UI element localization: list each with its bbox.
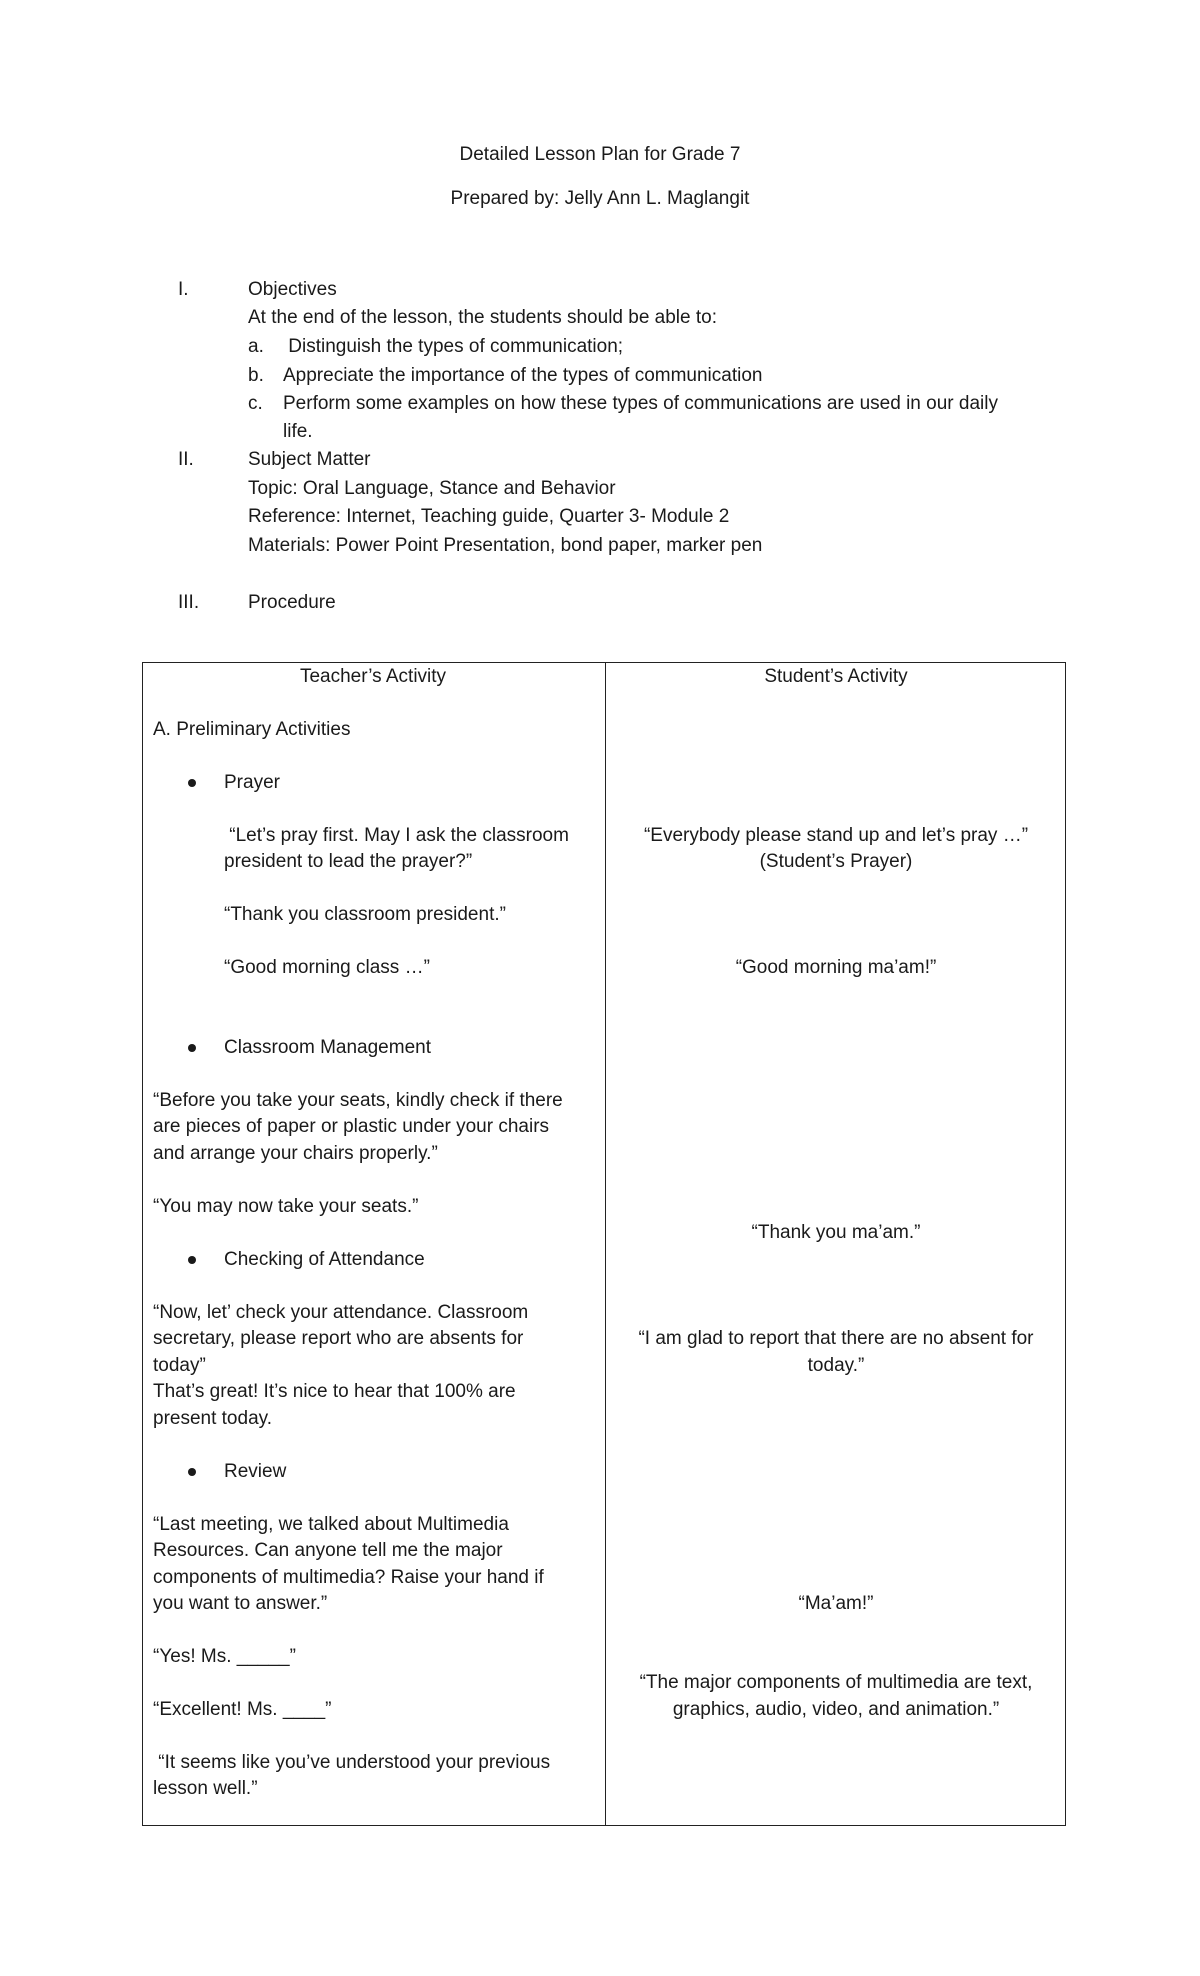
materials-line: Materials: Power Point Presentation, bond paper, marker pen — [248, 535, 763, 556]
teacher-seats-line1: “Before you take your seats, kindly check if there — [153, 1090, 563, 1111]
reference-line: Reference: Internet, Teaching guide, Quarter 3- Module 2 — [248, 506, 730, 527]
student-components-line2: graphics, audio, video, and animation.” — [672, 1699, 1000, 1720]
objectives-intro: At the end of the lesson, the students should be able to: — [248, 307, 717, 328]
teacher-understood-line1: “It seems like you’ve understood your previous — [153, 1752, 551, 1773]
bullet-classroom-management — [188, 1044, 196, 1052]
student-glad-line2: today.” — [807, 1355, 865, 1376]
bullet-label-prayer: Prayer — [224, 772, 280, 793]
objective-a-text: Distinguish the types of communication; — [283, 336, 624, 357]
student-stand-up: “Everybody please stand up and let’s pray …” — [643, 825, 1029, 846]
objective-c-text: Perform some examples on how these types of communications are used in our daily — [283, 393, 998, 414]
teacher-take-seats: “You may now take your seats.” — [153, 1196, 419, 1217]
student-prayer: (Student’s Prayer) — [759, 851, 913, 872]
teacher-activity-header: Teacher’s Activity — [299, 666, 447, 687]
teacher-great-line2: present today. — [153, 1408, 273, 1429]
student-maam: “Ma’am!” — [798, 1593, 874, 1614]
teacher-understood-line2: lesson well.” — [153, 1778, 258, 1799]
objective-c-continued: life. — [283, 421, 313, 442]
teacher-pray-line1: “Let’s pray first. May I ask the classroom — [224, 825, 569, 846]
objective-a-letter: a. — [248, 336, 264, 357]
student-activity-header: Student’s Activity — [764, 666, 908, 687]
objectives-numeral: I. — [178, 279, 189, 300]
subject-matter-heading: Subject Matter — [248, 449, 371, 470]
student-good-morning: “Good morning ma’am!” — [735, 957, 937, 978]
teacher-attendance-line1: “Now, let’ check your attendance. Classroom — [153, 1302, 529, 1323]
objectives-heading: Objectives — [248, 279, 337, 300]
bullet-label-classroom-management: Classroom Management — [224, 1037, 431, 1058]
document-title: Detailed Lesson Plan for Grade 7 — [459, 144, 741, 165]
teacher-seats-line2: are pieces of paper or plastic under your chairs — [153, 1116, 550, 1137]
procedure-heading: Procedure — [248, 592, 336, 613]
procedure-table — [142, 662, 1066, 1826]
student-components-line1: “The major components of multimedia are text, — [639, 1672, 1033, 1693]
column-divider — [605, 663, 606, 1825]
bullet-prayer — [188, 779, 196, 787]
section-preliminary: A. Preliminary Activities — [153, 719, 351, 740]
teacher-review-line1: “Last meeting, we talked about Multimedia — [153, 1514, 509, 1535]
objective-b-text: Appreciate the importance of the types of communication — [283, 365, 763, 386]
teacher-review-line2: Resources. Can anyone tell me the major — [153, 1540, 503, 1561]
objective-b-letter: b. — [248, 365, 264, 386]
teacher-pray-line2: president to lead the prayer?” — [224, 851, 473, 872]
topic-line: Topic: Oral Language, Stance and Behavior — [248, 478, 616, 499]
teacher-attendance-line3: today” — [153, 1355, 206, 1376]
prepared-by: Prepared by: Jelly Ann L. Maglangit — [450, 188, 750, 209]
teacher-thanks: “Thank you classroom president.” — [224, 904, 506, 925]
student-thank-you: “Thank you ma’am.” — [751, 1222, 921, 1243]
teacher-excellent: “Excellent! Ms. ____” — [153, 1699, 332, 1720]
teacher-great-line1: That’s great! It’s nice to hear that 100% are — [153, 1381, 516, 1402]
procedure-numeral: III. — [178, 592, 200, 613]
teacher-review-line4: you want to answer.” — [153, 1593, 328, 1614]
teacher-good-morning: “Good morning class …” — [224, 957, 430, 978]
teacher-attendance-line2: secretary, please report who are absents for — [153, 1328, 524, 1349]
teacher-review-line3: components of multimedia? Raise your hand if — [153, 1567, 544, 1588]
objective-c-letter: c. — [248, 393, 263, 414]
bullet-attendance — [188, 1256, 196, 1264]
subject-matter-numeral: II. — [178, 449, 194, 470]
teacher-yes: “Yes! Ms. _____” — [153, 1646, 296, 1667]
bullet-review — [188, 1468, 196, 1476]
bullet-label-review: Review — [224, 1461, 287, 1482]
teacher-seats-line3: and arrange your chairs properly.” — [153, 1143, 438, 1164]
bullet-label-attendance: Checking of Attendance — [224, 1249, 425, 1270]
student-glad-line1: “I am glad to report that there are no absent for — [638, 1328, 1034, 1349]
